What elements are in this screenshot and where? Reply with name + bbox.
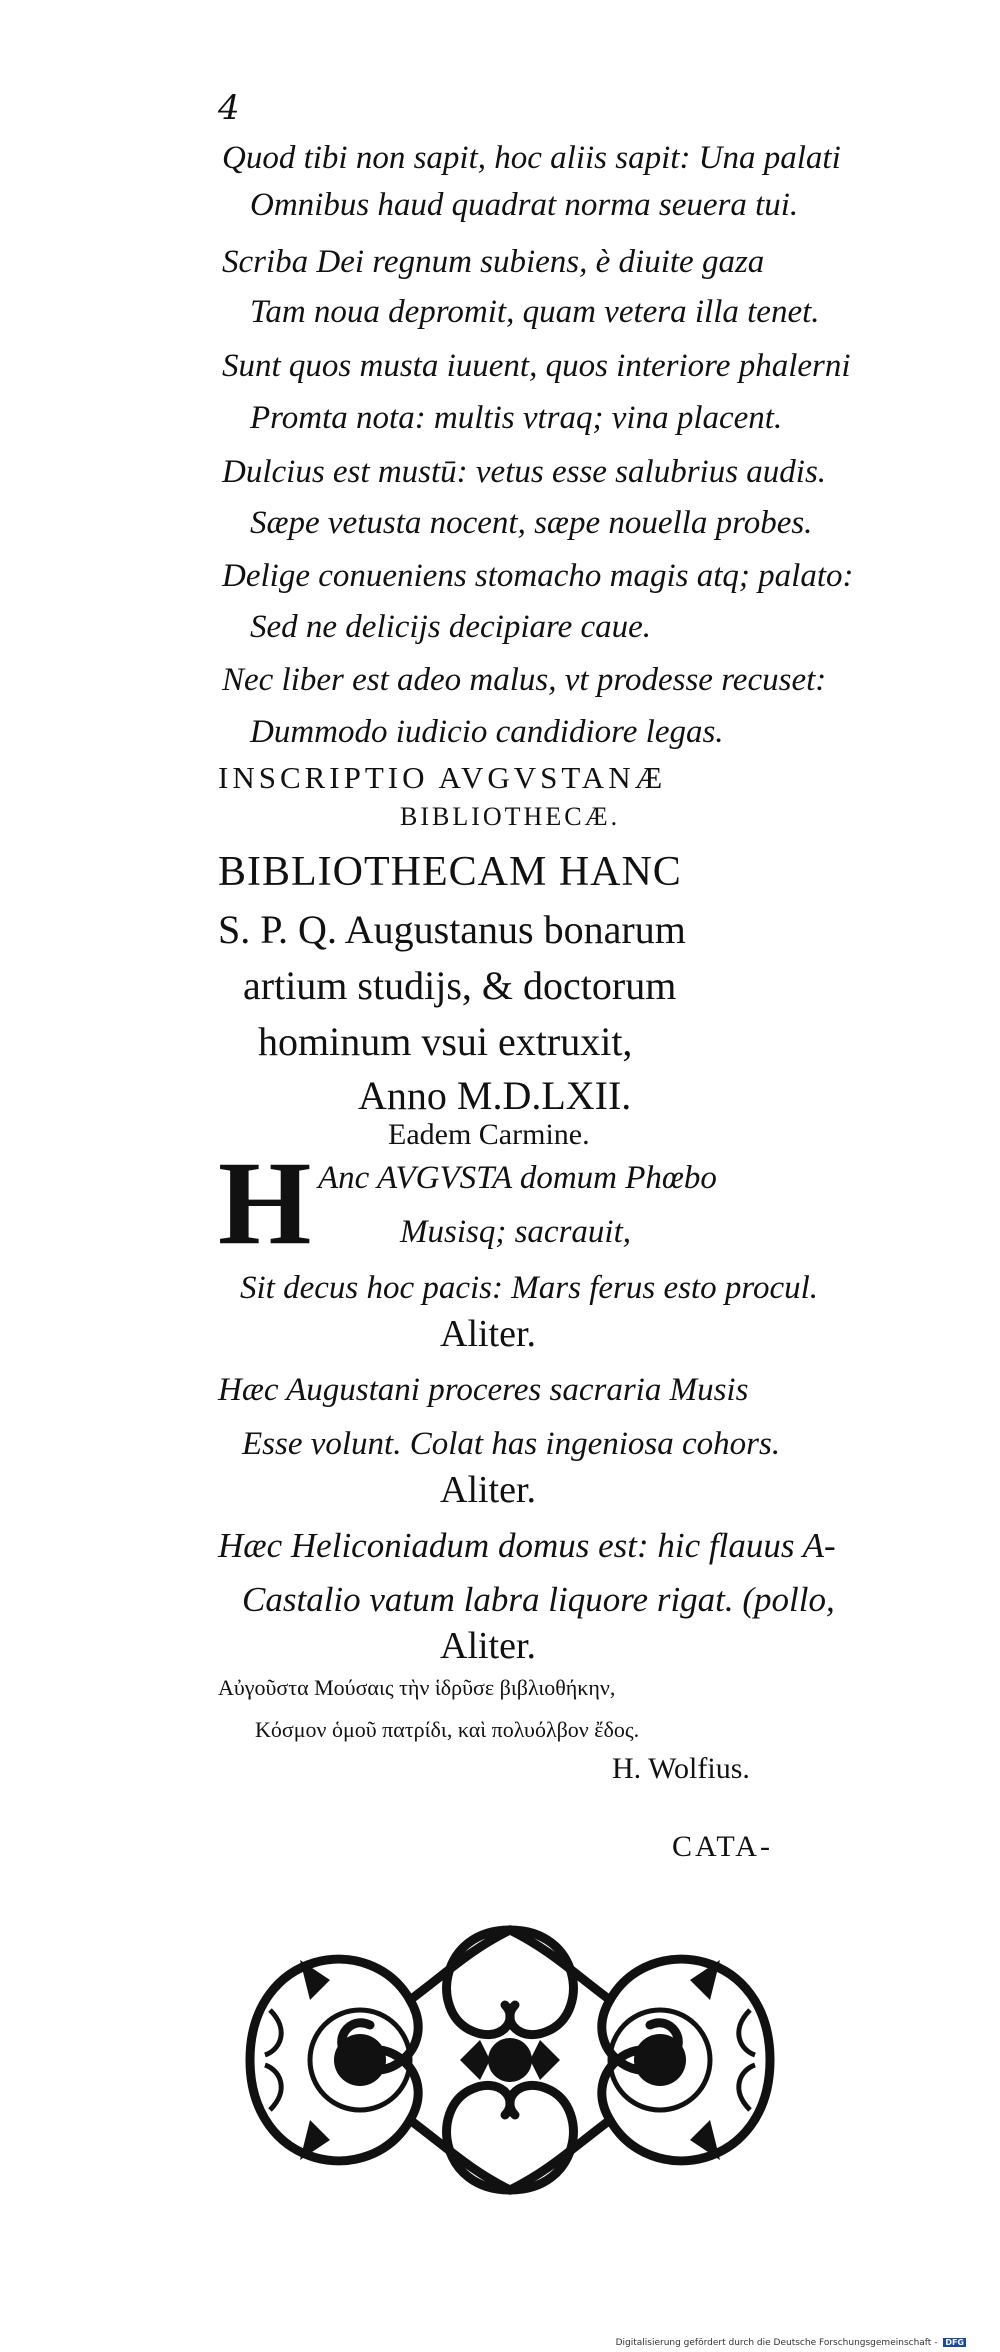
poem-line: Dulcius est mustū: vetus esse salubrius audis. [222,454,827,490]
poem-line: Sunt quos musta iuuent, quos interiore phalerni [222,348,851,384]
aliter-label: Aliter. [440,1469,537,1511]
digitization-credit [616,2338,966,2348]
catchword: CATA- [672,1830,773,1863]
poem-line: Scriba Dei regnum subiens, è diuite gaza [222,244,765,280]
carmen-line: Anc AVGVSTA domum Phœbo [318,1160,717,1196]
carmen-line: Musisq; sacrauit, [400,1214,631,1250]
carmen-heading: Eadem Carmine. [388,1118,590,1151]
poem-line: Quod tibi non sapit, hoc aliis sapit: Una palati [222,140,841,176]
aliter-line: Castalio vatum labra liquore rigat. (pollo, [242,1580,835,1619]
poem-line: Sæpe vetusta nocent, sæpe nouella probes. [250,505,813,541]
carmen-dropcap: H [218,1136,312,1269]
credit-text: Digitalisierung gefördert durch die Deutsche Forschungsgemeinschaft - [615,2338,938,2348]
dfg-logo-icon: DFG [945,2338,964,2347]
poem-line: Sed ne delicijs decipiare caue. [250,609,652,645]
poem-line: Delige conueniens stomacho magis atq; palato: [222,558,854,594]
aliter-line: Hæc Heliconiadum domus est: hic flauus A- [218,1526,836,1565]
poem-line: Tam noua depromit, quam vetera illa tenet. [250,294,820,330]
carmen-line: Sit decus hoc pacis: Mars ferus esto procul. [240,1270,819,1306]
poem-line: Dummodo iudicio candidiore legas. [250,714,724,750]
aliter-line: Hæc Augustani proceres sacraria Musis [218,1372,749,1408]
inscription-line: Anno M.D.LXII. [358,1073,632,1118]
aliter-label: Aliter. [440,1625,537,1667]
inscription-line: artium studijs, & doctorum [243,963,677,1008]
inscription-line: BIBLIOTHECAM HANC [218,849,682,895]
author-name: H. Wolfius. [612,1752,750,1785]
aliter-line: Esse volunt. Colat has ingeniosa cohors. [242,1426,781,1462]
poem-line: Nec liber est adeo malus, vt prodesse recuset: [222,662,827,698]
aliter-label: Aliter. [440,1313,537,1355]
inscription-line: S. P. Q. Augustanus bonarum [218,907,686,952]
ornamental-tailpiece [210,1890,810,2230]
page-number: 4 [218,88,240,128]
inscription-line: hominum vsui extruxit, [258,1019,633,1064]
inscription-heading: INSCRIPTIO AVGVSTANÆ [218,760,667,795]
inscription-subheading: BIBLIOTHECÆ. [400,802,621,831]
greek-line: Κόσμον ὁμοῦ πατρίδι, καὶ πολυόλβον ἔδος. [255,1717,640,1742]
poem-line: Promta nota: multis vtraq; vina placent. [250,400,783,436]
poem-line: Omnibus haud quadrat norma seuera tui. [250,187,799,223]
greek-line: Αὐγοῦστα Μούσαις τὴν ἱδρῦσε βιβλιοθήκην, [218,1675,616,1700]
